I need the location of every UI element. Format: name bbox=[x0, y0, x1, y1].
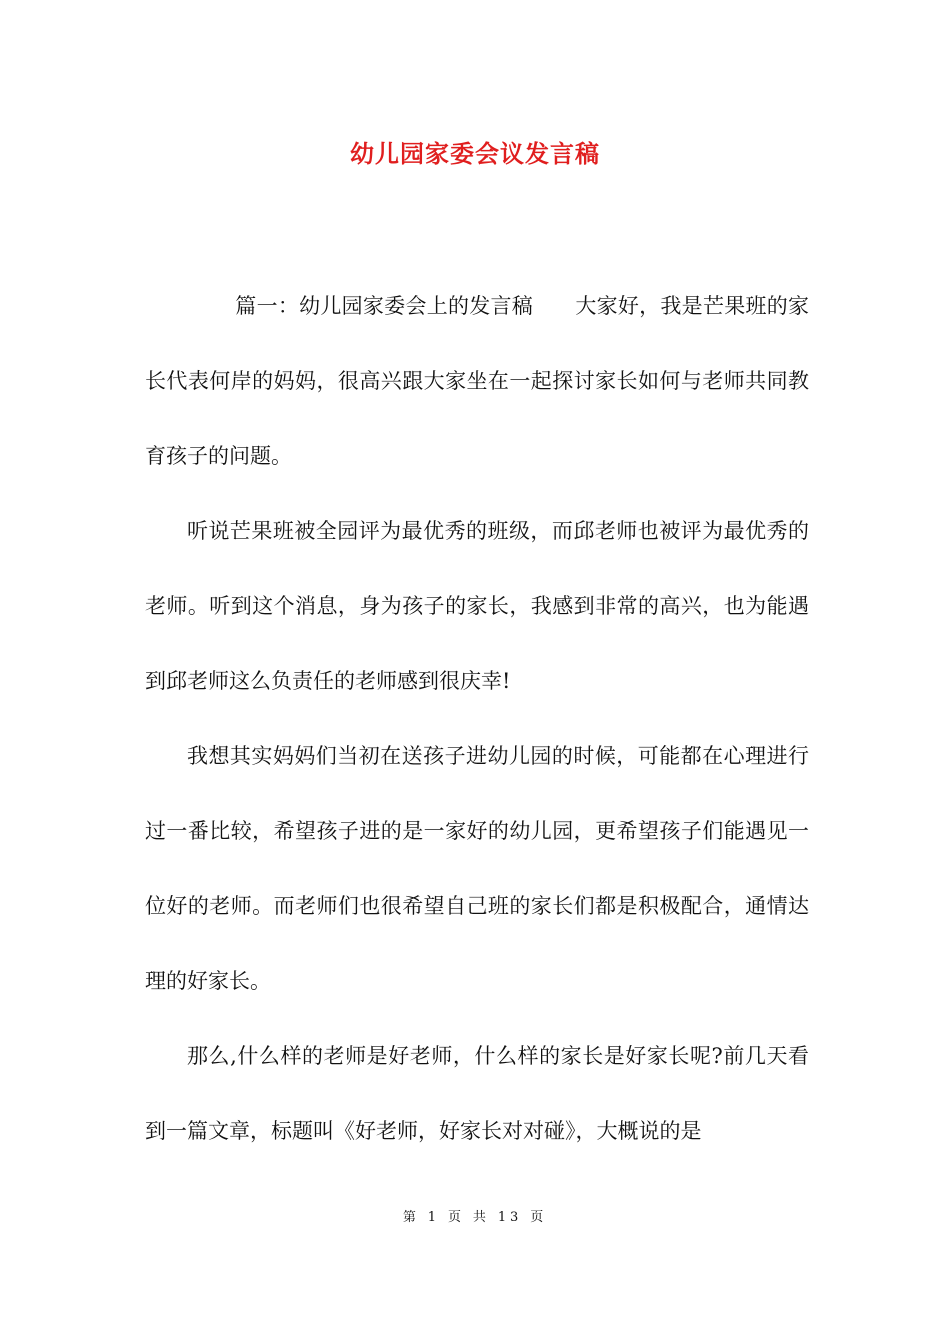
document-body bbox=[145, 269, 809, 1169]
section-heading: 篇一：幼儿园家委会上的发言稿 bbox=[235, 294, 534, 318]
paragraph-4: 那么,什么样的老师是好老师，什么样的家长是好家长呢?前几天看到一篇文章，标题叫《好老师，好家长对对碰》，大概说的是 bbox=[145, 1044, 809, 1143]
paragraph-3: 我想其实妈妈们当初在送孩子进幼儿园的时候，可能都在心理进行过一番比较，希望孩子进的是一家好的幼儿园，更希望孩子们能遇见一位好的老师。而老师们也很希望自己班的家长们都是积极配合，通情达理的好家长。 bbox=[145, 744, 809, 993]
paragraph-1-text: 大家好，我是芒果班的家长代表何岸的妈妈，很高兴跟大家坐在一起探讨家长如何与老师共同教育孩子的问题。 bbox=[145, 294, 810, 468]
document-title: 幼儿园家委会议发言稿 bbox=[350, 139, 600, 168]
page-number-footer: 第 1 页 共 13 页 bbox=[402, 1210, 548, 1225]
paragraph-1 bbox=[145, 269, 809, 494]
paragraph-2: 听说芒果班被全园评为最优秀的班级，而邱老师也被评为最优秀的老师。听到这个消息，身为孩子的家长，我感到非常的高兴，也为能遇到邱老师这么负责任的老师感到很庆幸! bbox=[145, 519, 809, 693]
